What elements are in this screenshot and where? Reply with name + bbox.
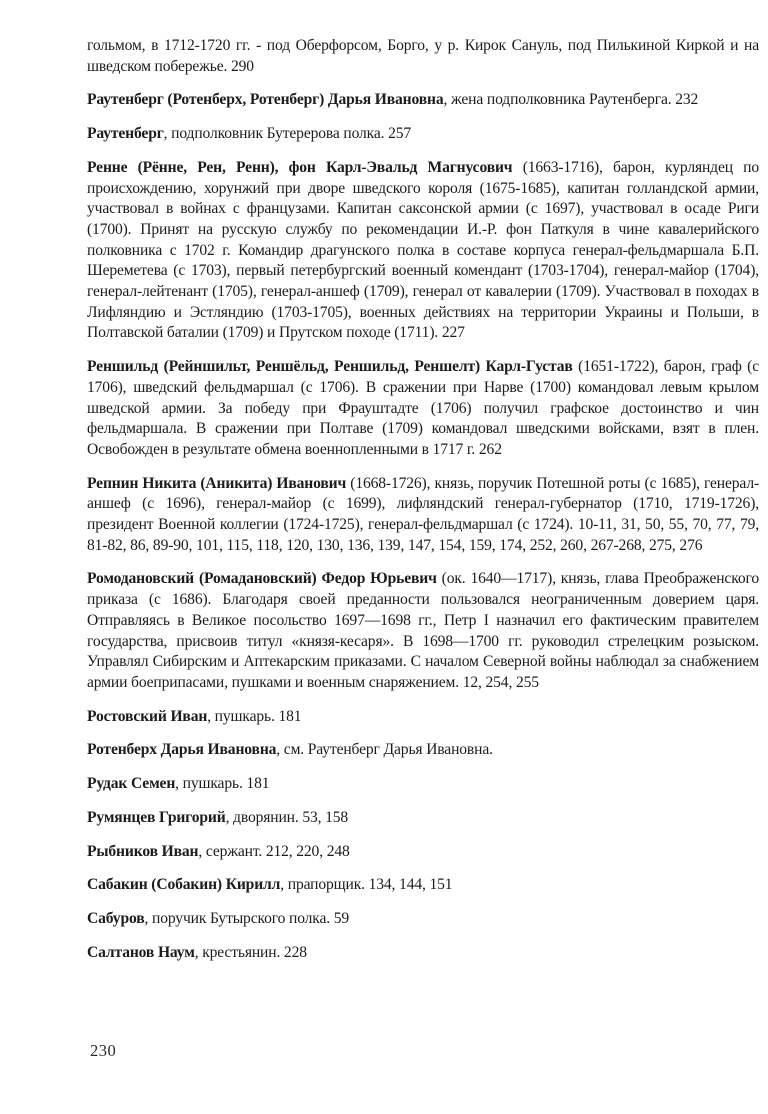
entry-heading: Репнин Никита (Аникита) Иванович (87, 474, 347, 492)
entry-text: (1651-1722), барон, граф (с 1706), шведский фельдмаршал (с 1706). В сражении при Нарве (1700) командовал левым крылом шведской армии. За победу при Фрауштадте (1706) получил графское достоинство и чин фельдмаршала. В сражении при Полтаве (1709) командовал шведскими войсками, взят в плен. Освобожден в результате обмена военнопленными в 1717 г. 262 (87, 358, 759, 458)
entry-text: , подполковник Бутерерова полка. 257 (163, 125, 412, 143)
index-entry (87, 909, 759, 930)
entry-text: , прапорщик. 134, 144, 151 (280, 876, 453, 894)
index-entry (87, 774, 759, 795)
entry-heading: Раутенберг (Ротенберх, Ротенберг) Дарья Ивановна (87, 91, 444, 109)
index-entry (87, 357, 759, 461)
index-entry (87, 808, 759, 829)
entry-heading: Раутенберг (87, 125, 164, 143)
entry-heading: Рудак Семен (87, 775, 176, 793)
entry-text: , сержант. 212, 220, 248 (198, 842, 350, 860)
index-entry (87, 569, 759, 693)
entry-heading: Ростовский Иван (87, 707, 208, 725)
entry-heading: Ренне (Рённе, Рен, Ренн), фон Карл-Эвальд Магнусович (87, 158, 513, 176)
entry-heading: Сабуров (87, 909, 145, 927)
entry-text: , пушкарь. 181 (175, 775, 270, 793)
entry-heading: Ротенберх Дарья Ивановна (87, 741, 277, 759)
index-entry (87, 740, 759, 761)
index-entry (87, 474, 759, 557)
index-entry (87, 36, 759, 77)
index-entry (87, 875, 759, 896)
index-entries (87, 36, 759, 976)
entry-heading: Салтанов Наум (87, 943, 195, 961)
index-entry (87, 158, 759, 344)
entry-text: , дворянин. 53, 158 (225, 808, 349, 826)
index-entry (87, 90, 759, 111)
entry-text: (1668-1726), князь, поручик Потешной роты (с 1685), генерал-аншеф (с 1696), генерал-майор (с 1699), лифляндский генерал-губернатор (1710, 1719-1726), президент Военной коллегии (1724-1725), генерал-фельдмаршал (с 1724). 10-11, 31, 50, 55, 70, 77, 79, 81-82, 86, 89-90, 101, 115, 118, 120, 130, 136, 139, 147, 154, 159, 174, 252, 260, 267-268, 275, 276 (87, 474, 760, 554)
entry-heading: Румянцев Григорий (87, 808, 226, 826)
entry-text: , жена подполковника Раутенберга. 232 (443, 91, 699, 109)
entry-heading: Реншильд (Рейншильт, Реншёльд, Реншильд, Реншелт) Карл-Густав (87, 358, 573, 376)
entry-heading: Рыбников Иван (87, 842, 199, 860)
entry-text: , см. Раутенберг Дарья Ивановна. (276, 741, 493, 759)
entry-text: (1663-1716), барон, курляндец по происхождению, хорунжий при дворе шведского короля (1675-1685), капитан голландской армии, участвовал в войнах с французами. Капитан саксонской армии (с 1697), участвовал в осаде Риги (1700). Принят на русскую службу по рекомендации И.-Р. фон Паткуля в чине кавалерийского полковника с 1702 г. Командир драгунского полка в составе корпуса генерал-фельдмаршала Б.П. Шереметева (с 1703), первый петербургский военный комендант (1703-1704), генерал-майор (1704), генерал-лейтенант (1705), генерал-аншеф (1709), генерал от кавалерии (1709). Участвовал в походах в Лифляндию и Эстляндию (1703-1705), военных действиях на территории Украины и Польши, в Полтавской баталии (1709) и Прутском походе (1711). 227 (87, 158, 760, 342)
entry-heading: Ромодановский (Ромадановский) Федор Юрьевич (87, 570, 437, 588)
entry-text: , пушкарь. 181 (207, 707, 302, 725)
index-entry (87, 943, 759, 964)
index-entry (87, 707, 759, 728)
entry-heading: Сабакин (Собакин) Кирилл (87, 876, 281, 894)
page-number: 230 (90, 1041, 117, 1060)
index-entry (87, 842, 759, 863)
entry-text: (ок. 1640—1717), князь, глава Преображенского приказа (с 1686). Благодаря своей преданности пользовался неограниченным доверием царя. Отправляясь в Великое посольство 1697—1698 гг., Петр I назначил его фактическим правителем государства, присвоив титул «князя-кесаря». В 1698—1700 гг. руководил стрелецким розыском. Управлял Сибирским и Аптекарским приказами. С началом Северной войны наблюдал за снабжением армии боеприпасами, пушками и военным снаряжением. 12, 254, 255 (87, 570, 759, 691)
entry-text: гольмом, в 1712-1720 гг. - под Оберфорсом, Борго, у р. Кирок Сануль, под Пилькиной Киркой и на шведском побережье. 290 (87, 37, 759, 75)
entry-text: , поручик Бутырского полка. 59 (144, 909, 350, 927)
entry-text: , крестьянин. 228 (194, 943, 307, 961)
index-entry (87, 124, 759, 145)
